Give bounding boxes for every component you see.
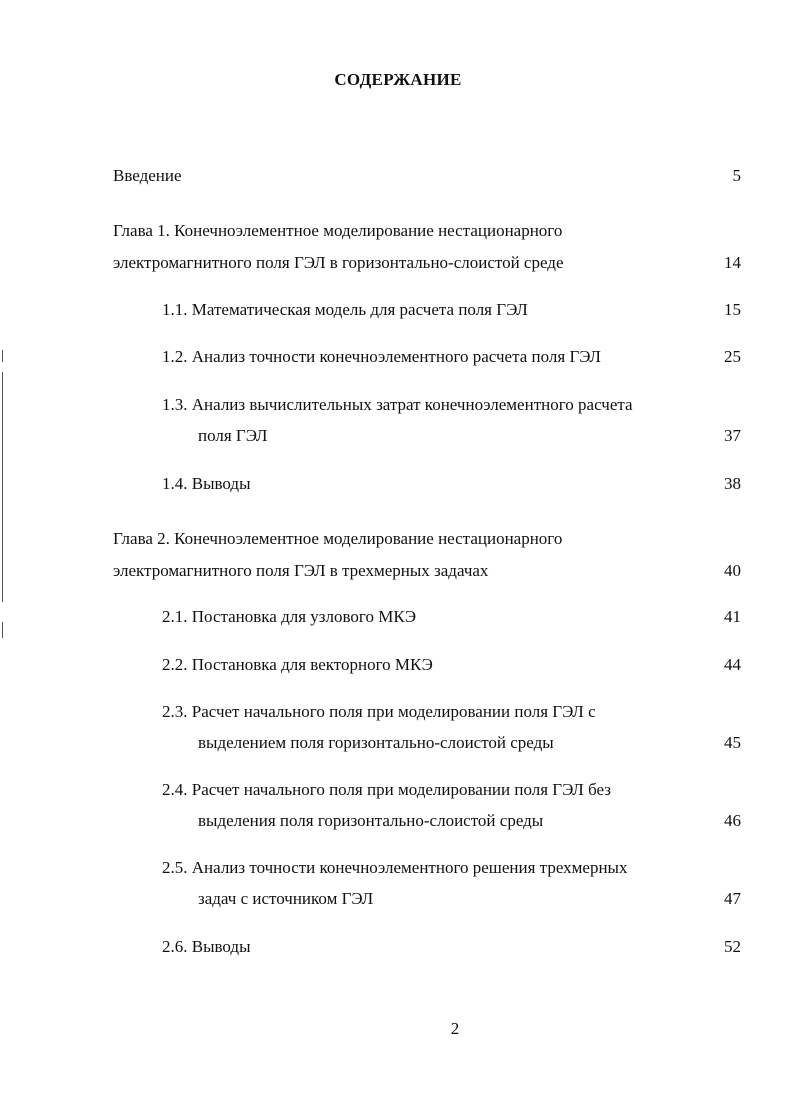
- toc-chapter-title: электромагнитного поля ГЭЛ в горизонтально-слоистой среде: [113, 253, 564, 272]
- toc-entry-page: 15: [724, 300, 741, 319]
- scan-edge-mark: [2, 372, 3, 602]
- toc-entry-text: 2.4. Расчет начального поля при моделировании поля ГЭЛ без: [162, 780, 611, 799]
- page-title: СОДЕРЖАНИЕ: [334, 70, 462, 89]
- scan-edge-mark: [2, 350, 3, 362]
- toc-entry-page: 46: [724, 811, 741, 830]
- toc-entry-page: 5: [732, 166, 741, 185]
- scan-edge-mark: [2, 622, 3, 638]
- toc-entry-page: 14: [724, 253, 741, 272]
- toc-entry-text: 2.2. Постановка для векторного МКЭ: [162, 655, 433, 674]
- toc-entry-page: 37: [724, 426, 741, 445]
- toc-entry-text: 2.1. Постановка для узлового МКЭ: [162, 607, 417, 626]
- toc-entry-text: выделением поля горизонтально-слоистой среды: [198, 733, 554, 752]
- toc-chapter-title: Глава 2. Конечноэлементное моделирование нестационарного: [113, 529, 563, 548]
- toc-entry-text: Введение: [113, 166, 182, 185]
- toc-entry-page: 45: [724, 733, 741, 752]
- toc-entry-page: 47: [724, 889, 741, 908]
- toc-entry-text: 1.4. Выводы: [162, 474, 251, 493]
- toc-entry-text: 2.6. Выводы: [162, 937, 251, 956]
- toc-entry-text: выделения поля горизонтально-слоистой среды: [198, 811, 544, 830]
- toc-chapter-title: электромагнитного поля ГЭЛ в трехмерных задачах: [113, 561, 489, 580]
- toc-entry-page: 38: [724, 474, 741, 493]
- toc-entry-page: 52: [724, 937, 741, 956]
- toc-entry-page: 25: [724, 347, 741, 366]
- toc-entry-text: 1.1. Математическая модель для расчета поля ГЭЛ: [162, 300, 528, 319]
- toc-entry-text: 2.5. Анализ точности конечноэлементного решения трехмерных: [162, 858, 628, 877]
- toc-entry-text: 1.3. Анализ вычислительных затрат конечноэлементного расчета: [162, 395, 633, 414]
- toc-entry-page: 44: [724, 655, 741, 674]
- toc-entry-page: 41: [724, 607, 741, 626]
- page-number: 2: [450, 1019, 460, 1038]
- toc-entry-text: 2.3. Расчет начального поля при моделировании поля ГЭЛ с: [162, 702, 596, 721]
- toc-entry-page: 40: [724, 561, 741, 580]
- toc-chapter-title: Глава 1. Конечноэлементное моделирование нестационарного: [113, 221, 563, 240]
- toc-entry-text: поля ГЭЛ: [198, 426, 268, 445]
- toc-entry-text: задач с источником ГЭЛ: [198, 889, 374, 908]
- toc-entry-text: 1.2. Анализ точности конечноэлементного расчета поля ГЭЛ: [162, 347, 601, 366]
